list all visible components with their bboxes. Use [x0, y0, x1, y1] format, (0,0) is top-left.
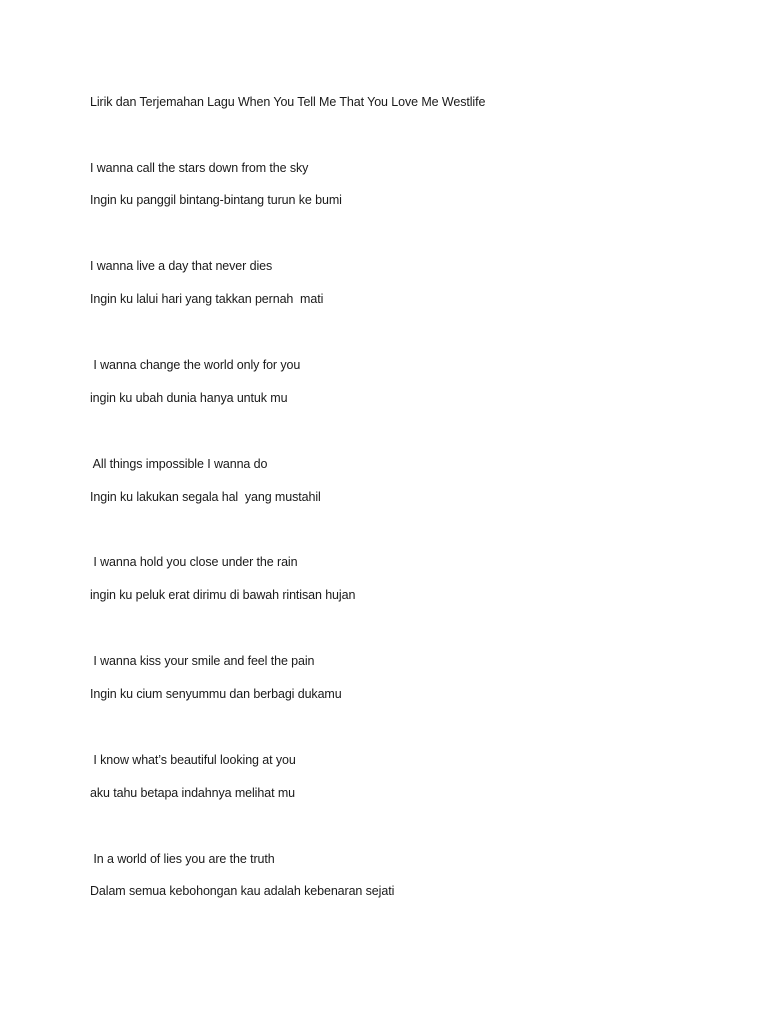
- lyric-translation-line: Ingin ku lakukan segala hal yang mustahil: [90, 490, 321, 504]
- lyric-english-line: I wanna kiss your smile and feel the pain: [90, 654, 315, 668]
- lyric-translation-line: Ingin ku cium senyummu dan berbagi dukamu: [90, 687, 342, 701]
- lyric-english-line: In a world of lies you are the truth: [90, 852, 275, 866]
- lyric-english-line: I know what’s beautiful looking at you: [90, 753, 296, 767]
- lyric-translation-line: Ingin ku panggil bintang-bintang turun ke bumi: [90, 193, 342, 207]
- lyric-english-line: All things impossible I wanna do: [90, 457, 268, 471]
- lyric-translation-line: ingin ku peluk erat dirimu di bawah rintisan hujan: [90, 588, 356, 602]
- lyric-english-line: I wanna hold you close under the rain: [90, 555, 298, 569]
- lyric-english-line: I wanna change the world only for you: [90, 358, 301, 372]
- lyric-english-line: I wanna call the stars down from the sky: [90, 161, 309, 175]
- lyric-translation-line: ingin ku ubah dunia hanya untuk mu: [90, 391, 288, 405]
- document-title: Lirik dan Terjemahan Lagu When You Tell Me That You Love Me Westlife: [90, 95, 486, 109]
- lyric-translation-line: Dalam semua kebohongan kau adalah kebenaran sejati: [90, 884, 395, 898]
- lyric-english-line: I wanna live a day that never dies: [90, 259, 273, 273]
- lyric-translation-line: Ingin ku lalui hari yang takkan pernah mati: [90, 292, 324, 306]
- lyric-translation-line: aku tahu betapa indahnya melihat mu: [90, 786, 295, 800]
